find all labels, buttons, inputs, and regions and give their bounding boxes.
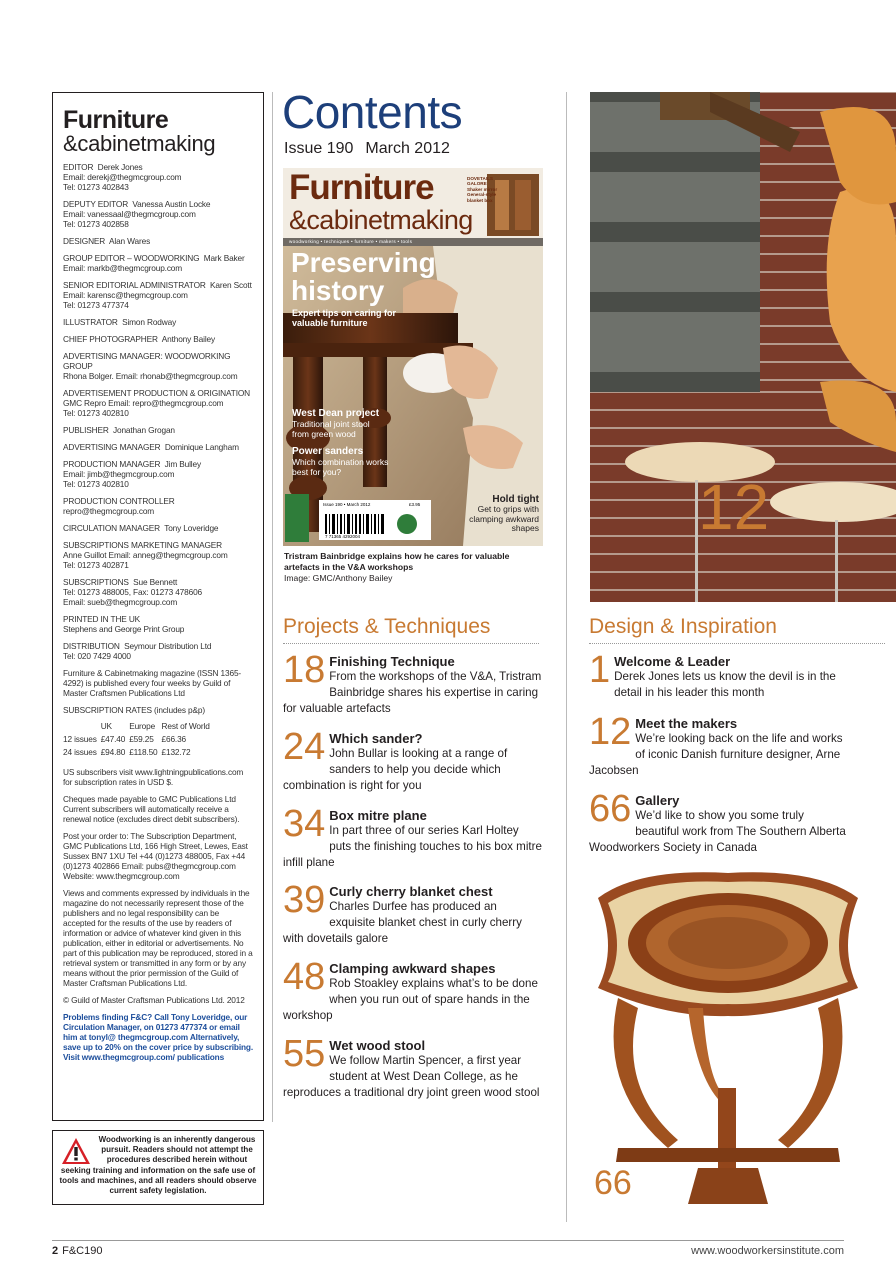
chairs-page-number: 12 (698, 471, 770, 543)
cover-caption: Tristram Bainbridge explains how he cares for valuable artefacts in the V&A workshops Image: GMC/Anthony Bailey (284, 551, 510, 583)
us-note: US subscribers visit www.lightningpublications.com for subscription rates in USD $. (63, 767, 244, 787)
cover-headline-1: Preserving (291, 247, 436, 278)
post-note: Post your order to: The Subscription Department, GMC Publications Ltd, 166 High Street, Lewes, East Sussex BN7 1XU Tel +44 (0)1273 488005, Fax +44 (0)1273 402866 Email: pubs@thegmcgroup.com Website: www.thegmcgroup.com (63, 831, 248, 881)
column-divider (272, 92, 273, 1122)
contents-item[interactable] (283, 1033, 543, 1101)
item-description: Charles Durfee has produced an exquisite blanket chest in curly cherry with dovetails galore (283, 900, 522, 945)
cover-barcode-text: Issue 190 • March 2012 (323, 502, 371, 507)
item-description: Rob Stoakley explains what’s to be done when you run out of spare hands in the workshop (283, 977, 538, 1022)
staff-entry: SUBSCRIPTIONS MARKETING MANAGER Anne Guillot Email: anneg@thegmcgroup.com Tel: 01273 402871 (63, 540, 228, 570)
footer-website[interactable]: www.woodworkersinstitute.com (691, 1245, 844, 1257)
item-title: Finishing Technique (329, 654, 455, 669)
cover-barcode-number: 7 71365 4292004 (325, 534, 361, 539)
table-photo[interactable] (578, 858, 878, 1210)
item-description: John Bullar is looking at a range of sanders to help you decide which combination is right for you (283, 747, 508, 792)
item-description: We follow Martin Spencer, a first year student at West Dean College, as he reproduces a traditional dry joint green wood stool (283, 1054, 540, 1099)
contents-item[interactable] (283, 956, 543, 1024)
item-description: From the workshops of the V&A, Tristram Bainbridge shares his expertise in caring for valuable artefacts (283, 670, 542, 715)
column-divider (566, 92, 567, 1222)
item-page-number: 34 (283, 803, 326, 845)
staff-entry: ADVERTISEMENT PRODUCTION & ORIGINATION GMC Repro Email: repro@thegmcgroup.com Tel: 01273 402810 (63, 388, 250, 418)
item-page-number: 48 (283, 956, 326, 998)
views-note: Views and comments expressed by individuals in the magazine do not necessarily represent those of the publishers and no legal responsibility can be accepted for the results of the use by readers of information or advice of whatever kind given in this publication, either in editorial or advertisements. No part of this publication may be reproduced, stored in a retrieval system or transmitted in any form or by any means without the prior permission of the Guild of Master Craftsman Publications Ltd. (63, 888, 253, 988)
staff-list (63, 162, 253, 607)
item-title: Meet the makers (635, 716, 738, 731)
item-title: Clamping awkward shapes (329, 961, 496, 976)
item-description: We’d like to show you some truly beautiful work from The Southern Alberta Woodworkers Society in Canada (589, 809, 846, 854)
cover-feature-1-title: West Dean project (292, 408, 380, 419)
subscription-rates-table: UK Europe Rest of World 12 issues £47.40 £59.25 £66.36 24 issues £94.80 £118.50 £132.72 (63, 721, 214, 760)
issue-line: Issue 190 March 2012 (284, 140, 450, 157)
safety-warning-box (52, 1130, 264, 1205)
masthead-logo-bottom: &cabinetmaking (63, 131, 216, 156)
cover-strap: woodworking • techniques • furniture • makers • tools (289, 239, 413, 244)
item-description: In part three of our series Karl Holtey puts the finishing touches to his box mitre infill plane (283, 824, 542, 869)
cover-price: £3.95 (409, 502, 421, 507)
item-title: Which sander? (329, 731, 423, 746)
item-page-number: 12 (589, 711, 632, 753)
copyright: © Guild of Master Craftsman Publications Ltd. 2012 (63, 995, 245, 1005)
staff-entry: PRODUCTION MANAGER Jim Bulley Email: jimb@thegmcgroup.com Tel: 01273 402810 (63, 459, 201, 489)
item-title: Curly cherry blanket chest (329, 884, 493, 899)
cover-hold-text: Get to grips with clamping awkward shapes (469, 504, 539, 533)
cover-logo-bottom: &cabinetmaking (289, 205, 473, 235)
item-page-number: 55 (283, 1033, 326, 1075)
staff-entry: EDITOR Derek Jones Email: derekj@thegmcgroup.com Tel: 01273 402843 (63, 162, 182, 192)
contents-item[interactable] (283, 803, 543, 871)
item-title: Box mitre plane (329, 808, 427, 823)
table-page-number: 66 (594, 1164, 632, 1202)
cover-feature-2-title: Power sanders (292, 446, 364, 457)
printed-block: PRINTED IN THE UK Stephens and George Print Group (63, 614, 185, 634)
item-page-number: 66 (589, 788, 632, 830)
table-row: 24 issues £94.80 £118.50 £132.72 (63, 747, 191, 757)
cover-image[interactable] (283, 168, 543, 546)
page-title: Contents (282, 86, 463, 138)
contents-item[interactable] (283, 726, 543, 794)
item-page-number: 18 (283, 649, 326, 691)
staff-entry: CHIEF PHOTOGRAPHER Anthony Bailey (63, 334, 215, 344)
contents-item[interactable] (283, 649, 543, 717)
item-title: Gallery (635, 793, 680, 808)
contents-item[interactable] (283, 879, 543, 947)
publication-note: Furniture & Cabinetmaking magazine (ISSN 1365-4292) is published every four weeks by Guild of Master Craftsmen Publications Ltd (63, 668, 242, 698)
staff-entry: ILLUSTRATOR Simon Rodway (63, 317, 177, 327)
staff-entry: ADVERTISING MANAGER Dominique Langham (63, 442, 239, 452)
cover-subhead: Expert tips on caring for valuable furniture (292, 308, 397, 328)
warning-triangle-icon (61, 1137, 91, 1165)
staff-entry: SUBSCRIPTIONS Sue Bennett Tel: 01273 488005, Fax: 01273 478606 Email: sueb@thegmcgroup.com (63, 577, 202, 607)
cover-feature-2-text: Which combination works best for you? (292, 457, 389, 477)
item-title: Welcome & Leader (614, 654, 731, 669)
staff-entry: GROUP EDITOR – WOODWORKING Mark Baker Email: markb@thegmcgroup.com (63, 253, 245, 273)
footer-rule (52, 1240, 844, 1241)
contents-item[interactable] (589, 711, 849, 779)
cover-logo-top: Furniture (289, 168, 434, 207)
staff-entry: CIRCULATION MANAGER Tony Loveridge (63, 523, 219, 533)
cover-headline-2: history (291, 275, 385, 306)
staff-entry: DESIGNER Alan Wares (63, 236, 151, 246)
cover-corner-note: DOVETAILS GALORE Shaker mirror General-style blanket box (467, 176, 498, 203)
item-page-number: 1 (589, 649, 611, 691)
distribution-block: DISTRIBUTION Seymour Distribution Ltd Tel: 020 7429 4000 (63, 641, 212, 661)
item-page-number: 24 (283, 726, 326, 768)
staff-entry: DEPUTY EDITOR Vanessa Austin Locke Email: vanessaal@thegmcgroup.com Tel: 01273 402858 (63, 199, 211, 229)
cover-hold-title: Hold tight (492, 494, 539, 505)
staff-entry: PUBLISHER Jonathan Grogan (63, 425, 175, 435)
staff-entry: ADVERTISING MANAGER: WOODWORKING GROUP Rhona Bolger. Email: rhonab@thegmcgroup.com (63, 351, 238, 381)
staff-entry: SENIOR EDITORIAL ADMINISTRATOR Karen Scott Email: karensc@thegmcgroup.com Tel: 01273 477374 (63, 280, 252, 310)
masthead-logo-top: Furniture (63, 106, 169, 134)
problems-note[interactable]: Problems finding F&C? Call Tony Loveridge, our Circulation Manager, on 01273 477374 or email him at tonyl@ thegmcgroup.com Alternatively, save up to 20% on the cover price by subscribing. Visit www.thegmcgroup.com/ publications (63, 1012, 253, 1062)
subscription-rates-head: SUBSCRIPTION RATES (includes p&p) (63, 705, 205, 715)
table-artwork (578, 858, 878, 1210)
contents-item[interactable] (589, 788, 849, 856)
chairs-photo[interactable] (590, 92, 896, 602)
table-row: 12 issues £47.40 £59.25 £66.36 (63, 734, 186, 744)
projects-heading: Projects & Techniques (283, 614, 539, 644)
masthead-box (52, 92, 264, 1121)
item-description: We’re looking back on the life and works of iconic Danish furniture designer, Arne Jacobsen (589, 732, 843, 777)
staff-entry: PRODUCTION CONTROLLER repro@thegmcgroup.com (63, 496, 175, 516)
item-title: Wet wood stool (329, 1038, 426, 1053)
cover-feature-1-text: Traditional joint stool from green wood (292, 419, 370, 439)
item-description: Derek Jones lets us know the devil is in the detail in his leader this month (614, 670, 836, 699)
item-page-number: 39 (283, 879, 326, 921)
cheques-note: Cheques made payable to GMC Publications Ltd Current subscribers will automatically receive a renewal notice (excludes direct debit subscribers). (63, 794, 240, 824)
folio: 2 F&C190 (52, 1245, 103, 1257)
contents-item[interactable] (589, 649, 849, 701)
design-heading: Design & Inspiration (589, 614, 885, 644)
safety-warning: Woodworking is an inherently dangerous pursuit. Readers should not attempt the procedures described herein without seeking training and information on the safe use of tools and machines, and all readers should observe current safety legislation. (59, 1135, 257, 1196)
